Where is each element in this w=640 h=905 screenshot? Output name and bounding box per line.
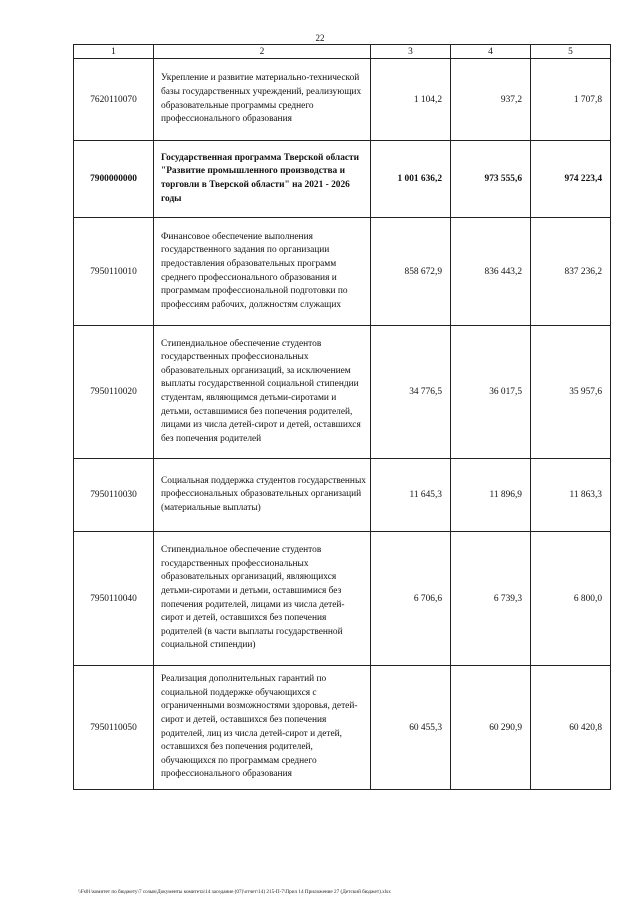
- row-value-1: 34 776,5: [371, 326, 451, 459]
- table-row: [74, 326, 611, 459]
- header-cell-value-1: 3: [371, 45, 451, 59]
- row-value-3: 6 800,0: [531, 532, 611, 666]
- header-cell-code: 1: [74, 45, 154, 59]
- row-value-2: 973 555,6: [451, 141, 531, 218]
- table-row: [74, 459, 611, 532]
- header-cell-value-2: 4: [451, 45, 531, 59]
- row-value-3: 60 420,8: [531, 666, 611, 790]
- row-value-2: 937,2: [451, 59, 531, 141]
- row-value-2: 36 017,5: [451, 326, 531, 459]
- row-code: 7950110020: [74, 326, 154, 459]
- row-value-3: 974 223,4: [531, 141, 611, 218]
- table-row: [74, 218, 611, 326]
- row-value-2: 836 443,2: [451, 218, 531, 326]
- row-value-3: 1 707,8: [531, 59, 611, 141]
- page-number: 22: [315, 33, 325, 43]
- row-code: 7620110070: [74, 59, 154, 141]
- row-description: Стипендиальное обеспечение студентов государственных профессиональных образовательных организаций, за исключением выплаты государственной социальной стипендии студентам, являющимся детьми-сиротами и детьми, оставшимися без попечения родителей, лицами из числа детей-сирот и детей, оставшихся без попечения родителей: [154, 326, 371, 459]
- row-value-1: 11 645,3: [371, 459, 451, 532]
- row-description: Укрепление и развитие материально-технической базы государственных учреждений, реализующих образовательные программы среднего профессионального образования: [154, 59, 371, 141]
- table-row: [74, 532, 611, 666]
- row-value-2: 60 290,9: [451, 666, 531, 790]
- table-row: [74, 666, 611, 790]
- table-row: [74, 141, 611, 218]
- row-code: 7950110040: [74, 532, 154, 666]
- header-cell-description: 2: [154, 45, 371, 59]
- row-description: Социальная поддержка студентов государственных профессиональных образовательных организаций (материальные выплаты): [154, 459, 371, 532]
- row-value-3: 837 236,2: [531, 218, 611, 326]
- row-value-1: 1 001 636,2: [371, 141, 451, 218]
- row-value-1: 1 104,2: [371, 59, 451, 141]
- row-value-1: 6 706,6: [371, 532, 451, 666]
- table-row: [74, 59, 611, 141]
- row-code: 7950110030: [74, 459, 154, 532]
- row-value-2: 11 896,9: [451, 459, 531, 532]
- row-description: Государственная программа Тверской области "Развитие промышленного производства и торговли в Тверской области" на 2021 - 2026 годы: [154, 141, 371, 218]
- footer-file-path: \\Fs01\комитет по бюджету\7 созыв\Документы комитета\14 заседание (07)\отчет\14) 215-П-7\Прил 14 Приложение 27 (Детский бюджет).xlsx: [78, 889, 391, 895]
- header-cell-value-3: 5: [531, 45, 611, 59]
- row-description: Финансовое обеспечение выполнения государственного задания по организации предоставления образовательных программ среднего профессионального образования и программам профессиональной подготовки по профессиям рабочих, должностям служащих: [154, 218, 371, 326]
- row-description: Реализация дополнительных гарантий по социальной поддержке обучающихся с ограниченными возможностями здоровья, детей-сирот и детей, оставшихся без попечения родителей, лиц из числа детей-сирот и детей, оставшихся без попечения родителей, обучающихся по программам среднего профессионального образования: [154, 666, 371, 790]
- row-value-3: 35 957,6: [531, 326, 611, 459]
- row-value-2: 6 739,3: [451, 532, 531, 666]
- row-code: 7900000000: [74, 141, 154, 218]
- row-value-1: 60 455,3: [371, 666, 451, 790]
- row-description: Стипендиальное обеспечение студентов государственных профессиональных образовательных организаций, являющихся детьми-сиротами и детьми, оставшимися без попечения родителей, лицами из числа детей-сирот и детей, оставшихся без попечения родителей (в части выплаты государственной социальной стипендии): [154, 532, 371, 666]
- row-code: 7950110010: [74, 218, 154, 326]
- budget-table: [73, 44, 611, 790]
- header-row: [74, 45, 611, 59]
- row-value-3: 11 863,3: [531, 459, 611, 532]
- row-value-1: 858 672,9: [371, 218, 451, 326]
- row-code: 7950110050: [74, 666, 154, 790]
